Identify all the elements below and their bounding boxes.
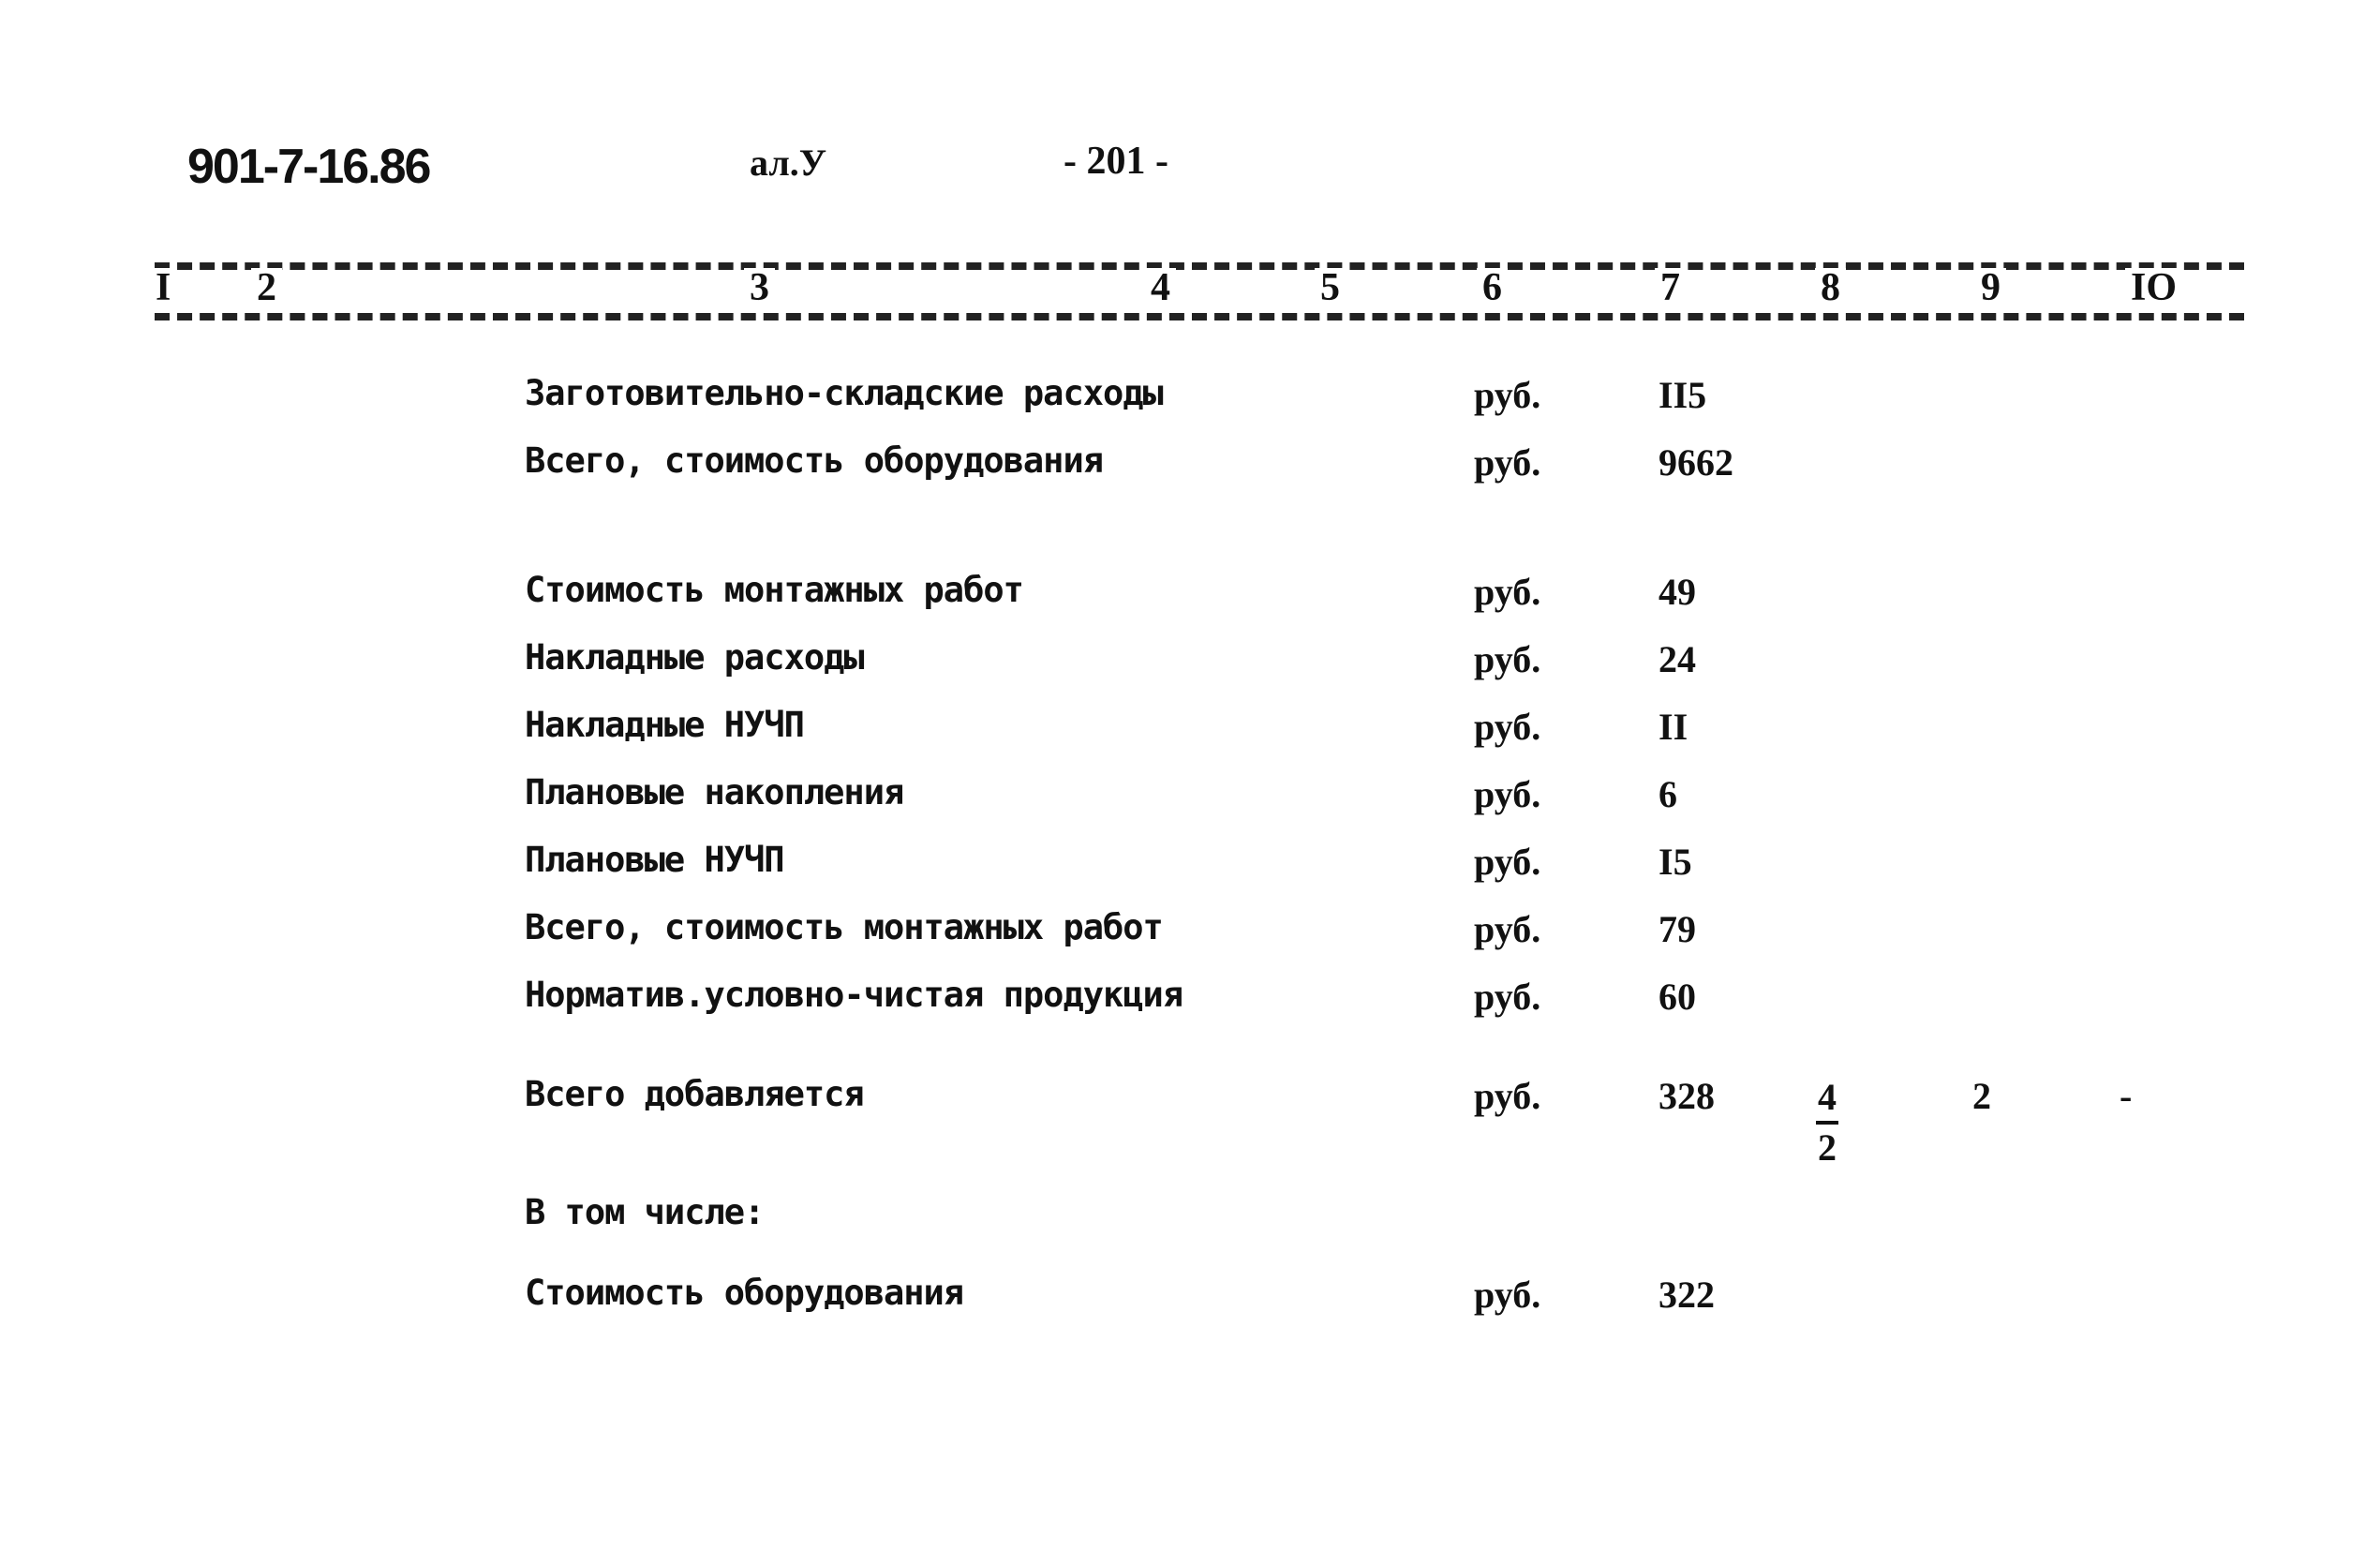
page-number: - 201 - bbox=[1064, 140, 1168, 183]
table-row bbox=[0, 1273, 2380, 1329]
row-label: Всего, стоимость монтажных работ bbox=[525, 907, 1163, 947]
table-row bbox=[0, 637, 2380, 693]
total-label: Всего добавляется bbox=[525, 1074, 864, 1114]
including-heading bbox=[0, 1192, 2380, 1248]
row-label: Всего, стоимость оборудования bbox=[525, 440, 1104, 481]
table-row bbox=[0, 440, 2380, 497]
column-number-9: 9 bbox=[1975, 268, 2006, 307]
row-value: 24 bbox=[1659, 638, 1696, 680]
table-row bbox=[0, 772, 2380, 828]
row-value: 9662 bbox=[1659, 441, 1733, 484]
row-label: Норматив.условно-чистая продукция bbox=[525, 975, 1183, 1015]
table-header-rule bbox=[155, 313, 2244, 320]
row-unit: руб. bbox=[1474, 571, 1541, 613]
table-row bbox=[0, 373, 2380, 429]
total-col8-fraction bbox=[1816, 1074, 1838, 1171]
fraction-denominator: 2 bbox=[1818, 1126, 1837, 1169]
including-label: В том числе: bbox=[525, 1192, 765, 1232]
row-unit: руб. bbox=[1474, 773, 1541, 815]
row-unit: руб. bbox=[1474, 638, 1541, 680]
row-value: 60 bbox=[1659, 976, 1696, 1018]
row-value: II bbox=[1659, 706, 1688, 748]
total-value: 328 bbox=[1659, 1075, 1715, 1117]
table-row bbox=[0, 975, 2380, 1031]
row-label: Стоимость оборудования bbox=[525, 1273, 964, 1313]
total-col9-value: 2 bbox=[1972, 1075, 1991, 1117]
column-number-8: 8 bbox=[1815, 268, 1846, 307]
row-unit: руб. bbox=[1474, 841, 1541, 883]
total-unit: руб. bbox=[1474, 1075, 1541, 1117]
column-number-6: 6 bbox=[1477, 268, 1508, 307]
row-value: 6 bbox=[1659, 773, 1677, 815]
row-label: Заготовительно-складские расходы bbox=[525, 373, 1163, 413]
row-unit: руб. bbox=[1474, 374, 1541, 416]
row-value: II5 bbox=[1659, 374, 1707, 416]
table-row bbox=[0, 840, 2380, 896]
column-number-7: 7 bbox=[1655, 268, 1686, 307]
row-label: Плановые накопления bbox=[525, 772, 904, 812]
row-value: 49 bbox=[1659, 571, 1696, 613]
row-unit: руб. bbox=[1474, 1274, 1541, 1316]
column-number-4: 4 bbox=[1145, 268, 1176, 307]
column-number-2: 2 bbox=[251, 268, 282, 307]
row-value: 322 bbox=[1659, 1274, 1715, 1316]
row-unit: руб. bbox=[1474, 706, 1541, 748]
table-row bbox=[0, 705, 2380, 761]
column-number-10: IO bbox=[2125, 268, 2182, 307]
column-number-3: 3 bbox=[744, 268, 775, 307]
row-unit: руб. bbox=[1474, 441, 1541, 484]
column-number-5: 5 bbox=[1315, 268, 1346, 307]
row-unit: руб. bbox=[1474, 908, 1541, 950]
total-col10-value: - bbox=[2120, 1075, 2133, 1117]
total-row bbox=[0, 1074, 2380, 1177]
row-unit: руб. bbox=[1474, 976, 1541, 1018]
row-label: Плановые НУЧП bbox=[525, 840, 784, 880]
sheet-label: ал.У bbox=[750, 142, 827, 184]
row-label: Накладные НУЧП bbox=[525, 705, 804, 745]
table-row bbox=[0, 570, 2380, 626]
row-label: Стоимость монтажных работ bbox=[525, 570, 1023, 610]
row-label: Накладные расходы bbox=[525, 637, 864, 678]
row-value: I5 bbox=[1659, 841, 1692, 883]
row-value: 79 bbox=[1659, 908, 1696, 950]
document-code: 901-7-16.86 bbox=[187, 140, 430, 194]
table-row bbox=[0, 907, 2380, 963]
fraction-numerator: 4 bbox=[1816, 1074, 1838, 1125]
table-top-rule bbox=[155, 262, 2244, 270]
column-number-1: I bbox=[150, 268, 176, 307]
